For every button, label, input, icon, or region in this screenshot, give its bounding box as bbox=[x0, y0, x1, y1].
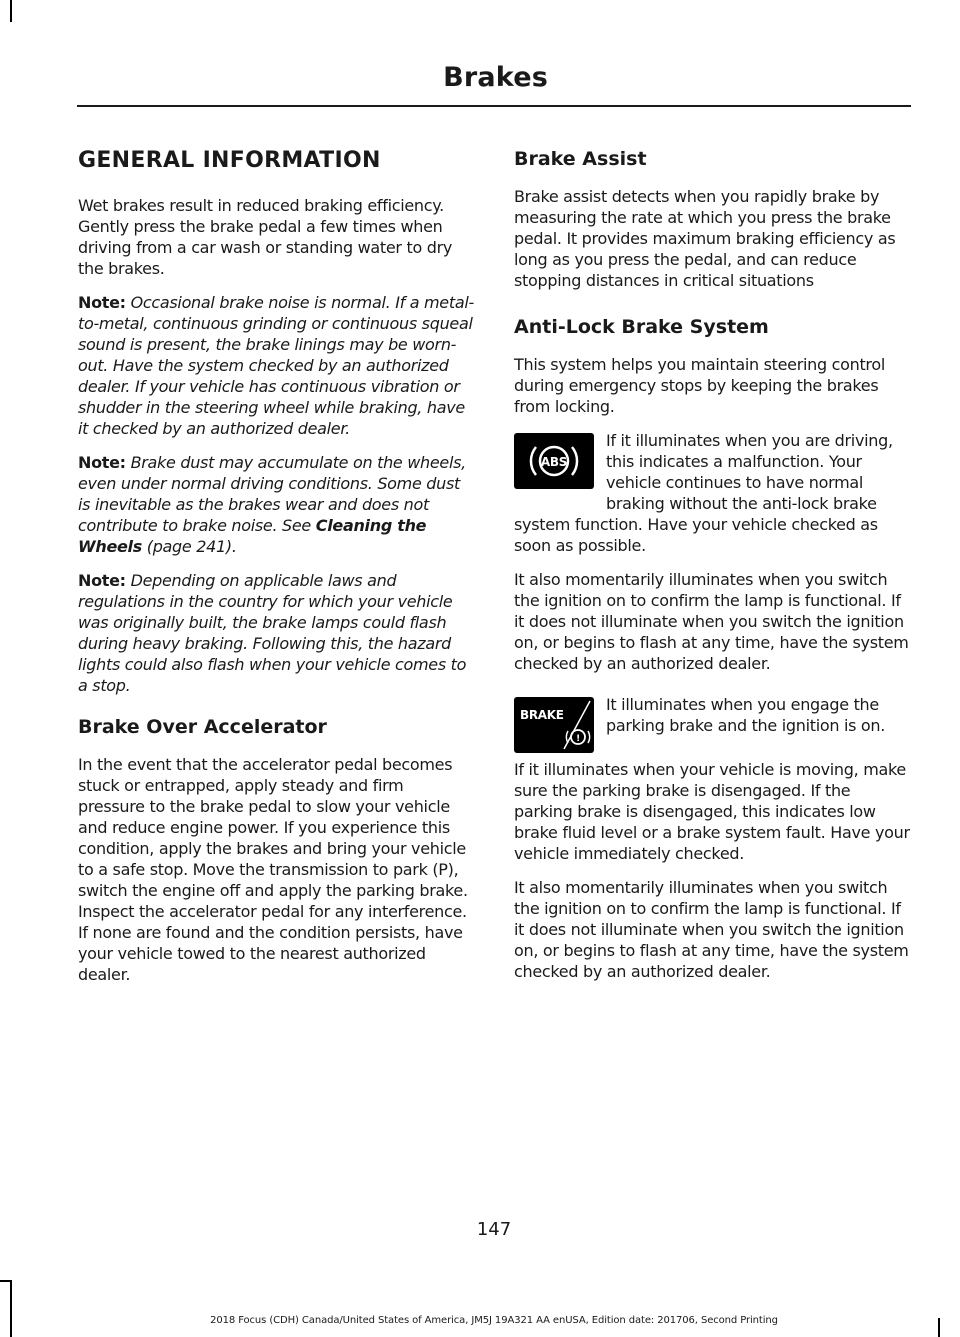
brake-lamp-check-text: It also momentarily illuminates when you switch the ignition on to confirm the lamp is functional. If it does not illuminate when you switch the ignition on, or begins to flash at any time, have the system checked by an authorized dealer. bbox=[514, 878, 909, 981]
brake-over-accelerator-text: In the event that the accelerator pedal becomes stuck or entrapped, apply steady and firm pressure to the brake pedal to slow your vehicle and reduce engine power. If you experience this condition, apply the brakes and bring your vehicle to a safe stop. Move the transmission to park (P), switch the engine off and apply the parking brake. Inspect the accelerator pedal for any interference. If none are found and the condition persists, have your vehicle towed to the nearest authorized dealer. bbox=[78, 755, 468, 984]
footer-edition-info: 2018 Focus (CDH) Canada/United States of America, JM5J 19A321 AA enUSA, Edition date: 201706, Second Printing bbox=[210, 1315, 778, 1326]
brake-symbol-graphic bbox=[514, 697, 594, 753]
header-rule bbox=[77, 105, 911, 107]
crop-mark-bottom-left-h bbox=[0, 1280, 12, 1282]
note-brake-dust bbox=[78, 452, 474, 557]
note-brake-lamps bbox=[78, 570, 474, 696]
subheading-anti-lock-brake-system: Anti-Lock Brake System bbox=[514, 316, 769, 338]
intro-paragraph: Wet brakes result in reduced braking efficiency. Gently press the brake pedal a few times when driving from a car wash or standing water to dry the brakes. bbox=[78, 196, 453, 278]
note-text: Brake dust may accumulate on the wheels, even under normal driving conditions. Some dust is inevitable as the brakes wear and does not contribute to brake noise. See bbox=[78, 453, 466, 535]
note-text: Depending on applicable laws and regulations in the country for which your vehicle was originally built, the brake lamps could flash during heavy braking. Following this, the hazard lights could also flash when your vehicle comes to a stop. bbox=[78, 571, 467, 695]
note-label: Note: bbox=[78, 453, 126, 472]
abs-intro-text: This system helps you maintain steering control during emergency stops by keeping the brakes from locking. bbox=[514, 355, 885, 416]
abs-warning-paragraph bbox=[514, 430, 910, 556]
subheading-brake-over-accelerator: Brake Over Accelerator bbox=[78, 716, 327, 738]
cross-reference-link[interactable]: Cleaning the Wheels bbox=[78, 516, 427, 556]
brake-icon-label: BRAKE bbox=[520, 708, 564, 722]
brake-on-text: It illuminates when you engage the parking brake and the ignition is on. bbox=[606, 695, 886, 735]
brake-warning-lamp-icon bbox=[514, 697, 594, 753]
abs-warning-text: If it illuminates when you are driving, this indicates a malfunction. Your vehicle continues to have normal braking without the anti-lock brake system function. Have your vehicle checked as soon as possible. bbox=[514, 431, 893, 555]
brake-warning-paragraph bbox=[514, 694, 910, 744]
abs-symbol-graphic bbox=[514, 433, 594, 489]
page-number: 147 bbox=[476, 1219, 512, 1240]
brake-assist-text: Brake assist detects when you rapidly brake by measuring the rate at which you press the brake pedal. It provides maximum braking efficiency as long as you press the pedal, and can reduce stopping distances in critical situations bbox=[514, 187, 896, 290]
brake-moving-text: If it illuminates when your vehicle is moving, make sure the parking brake is disengaged. If the parking brake is disengaged, this indicates low brake fluid level or a brake system fault. Have your vehicle immediately checked. bbox=[514, 760, 910, 863]
crop-mark-bottom-left bbox=[10, 1280, 12, 1337]
note-label: Note: bbox=[78, 293, 126, 312]
abs-lamp-check-text: It also momentarily illuminates when you switch the ignition on to confirm the lamp is functional. If it does not illuminate when you switch the ignition on, or begins to flash at any time, have the system checked by an authorized dealer. bbox=[514, 570, 909, 673]
left-column bbox=[78, 140, 474, 998]
abs-icon-label: ABS bbox=[540, 455, 568, 469]
note-text: Occasional brake noise is normal. If a metal-to-metal, continuous grinding or continuous squeal sound is present, the brake linings may be worn-out. Have the system checked by an authorized dealer. If your vehicle has continuous vibration or shudder in the steering wheel while braking, have it checked by an authorized dealer. bbox=[78, 293, 474, 438]
note-label: Note: bbox=[78, 571, 126, 590]
right-column bbox=[514, 140, 910, 995]
subheading-brake-assist: Brake Assist bbox=[514, 148, 647, 170]
cross-reference-page: (page 241). bbox=[146, 537, 237, 556]
abs-warning-lamp-icon bbox=[514, 433, 594, 489]
page-header-title: Brakes bbox=[443, 62, 548, 93]
crop-mark-top-left bbox=[10, 0, 12, 22]
section-heading-general-information: GENERAL INFORMATION bbox=[78, 148, 381, 173]
svg-text:!: ! bbox=[576, 734, 580, 744]
note-occasional-noise bbox=[78, 292, 474, 439]
